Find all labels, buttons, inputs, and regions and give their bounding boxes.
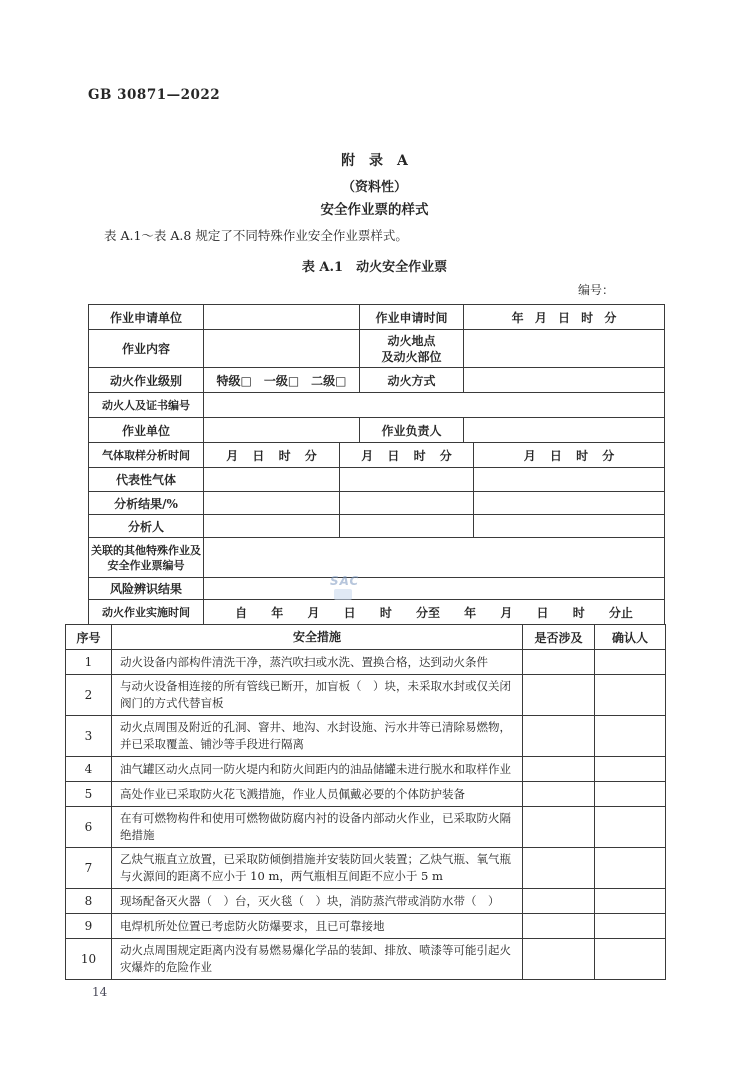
- involved-cell: [522, 914, 594, 938]
- measure-text: 乙炔气瓶直立放置，已采取防倾倒措施并安装防回火装置；乙炔气瓶、氧气瓶与火源间的距离不应小于 10 m，两气瓶相互间距不应小于 5 m: [111, 848, 522, 888]
- intro-paragraph: 表 A.1～表 A.8 规定了不同特殊作业安全作业票样式。: [104, 228, 408, 243]
- row-fire-level: [89, 368, 664, 393]
- row-risk-identification: [89, 578, 664, 600]
- row-apply-unit: [89, 305, 664, 330]
- gas-time-1: 月 日 时 分: [203, 443, 339, 467]
- watermark-text: SAC: [330, 574, 360, 588]
- confirm-cell: [594, 889, 665, 913]
- row-representative-gas: [89, 468, 664, 492]
- measure-text: 高处作业已采取防火花飞溅措施，作业人员佩戴必要的个体防护装备: [111, 782, 522, 806]
- value-apply-time: 年 月 日 时 分: [463, 305, 664, 329]
- measure-no: 1: [84, 655, 93, 669]
- label-work-leader: 作业负责人: [359, 418, 463, 442]
- value-fire-location: [463, 330, 664, 367]
- measure-no: 10: [80, 952, 97, 966]
- measure-row: [66, 782, 665, 807]
- measure-row: [66, 914, 665, 939]
- rep-gas-1: [203, 468, 339, 491]
- appendix-section-title: 安全作业票的样式: [320, 202, 429, 218]
- label-apply-unit: 作业申请单位: [109, 310, 182, 325]
- value-risk-identification: [203, 578, 664, 599]
- measure-no: 3: [84, 729, 93, 743]
- rep-gas-2: [339, 468, 473, 491]
- label-fire-method: 动火方式: [359, 368, 463, 392]
- row-related-permits: [89, 538, 664, 578]
- analyst-2: [339, 515, 473, 537]
- measure-row: [66, 675, 665, 716]
- confirm-cell: [594, 939, 665, 979]
- page-number: 14: [92, 985, 108, 999]
- confirm-cell: [594, 675, 665, 715]
- header-confirmer: 确认人: [594, 625, 665, 649]
- confirm-cell: [594, 757, 665, 781]
- analysis-result-3: [473, 492, 664, 514]
- analyst-1: [203, 515, 339, 537]
- fire-level-checkboxes: 特级□ 一级□ 二级□: [203, 368, 359, 392]
- measure-no: 5: [84, 787, 93, 801]
- safety-measures-table: [65, 624, 666, 980]
- value-apply-unit: [203, 305, 359, 329]
- header-no: 序号: [76, 630, 101, 645]
- gas-time-2: 月 日 时 分: [339, 443, 473, 467]
- confirm-cell: [594, 807, 665, 847]
- measure-text: 与动火设备相连接的所有管线已断开，加盲板（ ）块，未采取水封或仅关闭阀门的方式代替盲板: [111, 675, 522, 715]
- label-analysis-result: 分析结果/%: [114, 496, 178, 511]
- measure-row: [66, 848, 665, 889]
- measure-text: 现场配备灭火器（ ）台，灭火毯（ ）块，消防蒸汽带或消防水带（ ）: [111, 889, 522, 913]
- row-analysis-result: [89, 492, 664, 515]
- involved-cell: [522, 675, 594, 715]
- label-apply-time: 作业申请时间: [359, 305, 463, 329]
- label-implementation-time: 动火作业实施时间: [102, 606, 190, 619]
- confirm-cell: [594, 848, 665, 888]
- row-implementation-time: [89, 600, 664, 625]
- measure-row: [66, 807, 665, 848]
- measure-text: 在有可燃物构件和使用可燃物做防腐内衬的设备内部动火作业，已采取防火隔绝措施: [111, 807, 522, 847]
- label-fire-level: 动火作业级别: [109, 373, 182, 388]
- measure-no: 6: [84, 820, 93, 834]
- value-implementation-time: 自 年 月 日 时 分至 年 月 日 时 分止: [203, 600, 664, 625]
- measure-text: 电焊机所处位置已考虑防火防爆要求，且已可靠接地: [111, 914, 522, 938]
- measures-header-row: [66, 625, 665, 650]
- label-fire-location: 动火地点 及动火部位: [359, 330, 463, 367]
- measure-no: 7: [84, 861, 93, 875]
- label-work-unit: 作业单位: [121, 423, 170, 438]
- involved-cell: [522, 848, 594, 888]
- analyst-3: [473, 515, 664, 537]
- measure-row: [66, 889, 665, 914]
- analysis-result-1: [203, 492, 339, 514]
- measures-body: [66, 650, 665, 979]
- measure-row: [66, 939, 665, 979]
- measure-text: 动火点周围及附近的孔洞、窨井、地沟、水封设施、污水井等已清除易燃物，并已采取覆盖、铺沙等手段进行隔离: [111, 716, 522, 756]
- measure-text: 动火设备内部构件清洗干净，蒸汽吹扫或水洗、置换合格，达到动火条件: [111, 650, 522, 674]
- involved-cell: [522, 650, 594, 674]
- permit-info-table: [88, 304, 665, 625]
- measure-no: 8: [84, 894, 93, 908]
- involved-cell: [522, 782, 594, 806]
- row-work-content: [89, 330, 664, 368]
- measure-no: 2: [84, 688, 93, 702]
- measure-text: 动火点周围规定距离内没有易燃易爆化学品的装卸、排放、喷漆等可能引起火灾爆炸的危险作业: [111, 939, 522, 979]
- measure-row: [66, 757, 665, 782]
- involved-cell: [522, 889, 594, 913]
- confirm-cell: [594, 716, 665, 756]
- confirm-cell: [594, 914, 665, 938]
- label-related-permits: 关联的其他特殊作业及 安全作业票编号: [91, 543, 201, 572]
- header-involved: 是否涉及: [522, 625, 594, 649]
- measure-no: 4: [84, 762, 93, 776]
- rep-gas-3: [473, 468, 664, 491]
- label-risk-identification: 风险辨识结果: [109, 582, 182, 596]
- confirm-cell: [594, 650, 665, 674]
- involved-cell: [522, 939, 594, 979]
- value-fire-method: [463, 368, 664, 392]
- row-operator-cert: [89, 393, 664, 418]
- row-analyst: [89, 515, 664, 538]
- row-work-unit: [89, 418, 664, 443]
- involved-cell: [522, 807, 594, 847]
- gas-time-3: 月 日 时 分: [473, 443, 664, 467]
- row-gas-sample-time: [89, 443, 664, 468]
- header-measure: 安全措施: [111, 625, 522, 649]
- serial-number-label: 编号：: [577, 283, 614, 297]
- confirm-cell: [594, 782, 665, 806]
- value-operator-cert: [203, 393, 664, 417]
- measure-row: [66, 650, 665, 675]
- involved-cell: [522, 757, 594, 781]
- measure-no: 9: [84, 919, 93, 933]
- label-work-content: 作业内容: [121, 342, 170, 356]
- appendix-subtitle: （资料性）: [341, 180, 407, 195]
- analysis-result-2: [339, 492, 473, 514]
- table-caption: 表 A.1 动火安全作业票: [301, 260, 448, 275]
- label-representative-gas: 代表性气体: [115, 473, 176, 487]
- value-related-permits: [203, 538, 664, 577]
- label-operator-cert: 动火人及证书编号: [102, 398, 190, 412]
- measure-text: 油气罐区动火点同一防火堤内和防火间距内的油品储罐未进行脱水和取样作业: [111, 757, 522, 781]
- value-work-content: [203, 330, 359, 367]
- value-work-unit: [203, 418, 359, 442]
- label-gas-sample-time: 气体取样分析时间: [102, 448, 190, 462]
- appendix-title: 附 录 A: [341, 153, 408, 169]
- measure-row: [66, 716, 665, 757]
- doc-number: GB 30871—2022: [88, 87, 221, 103]
- involved-cell: [522, 716, 594, 756]
- label-analyst: 分析人: [127, 519, 164, 534]
- value-work-leader: [463, 418, 664, 442]
